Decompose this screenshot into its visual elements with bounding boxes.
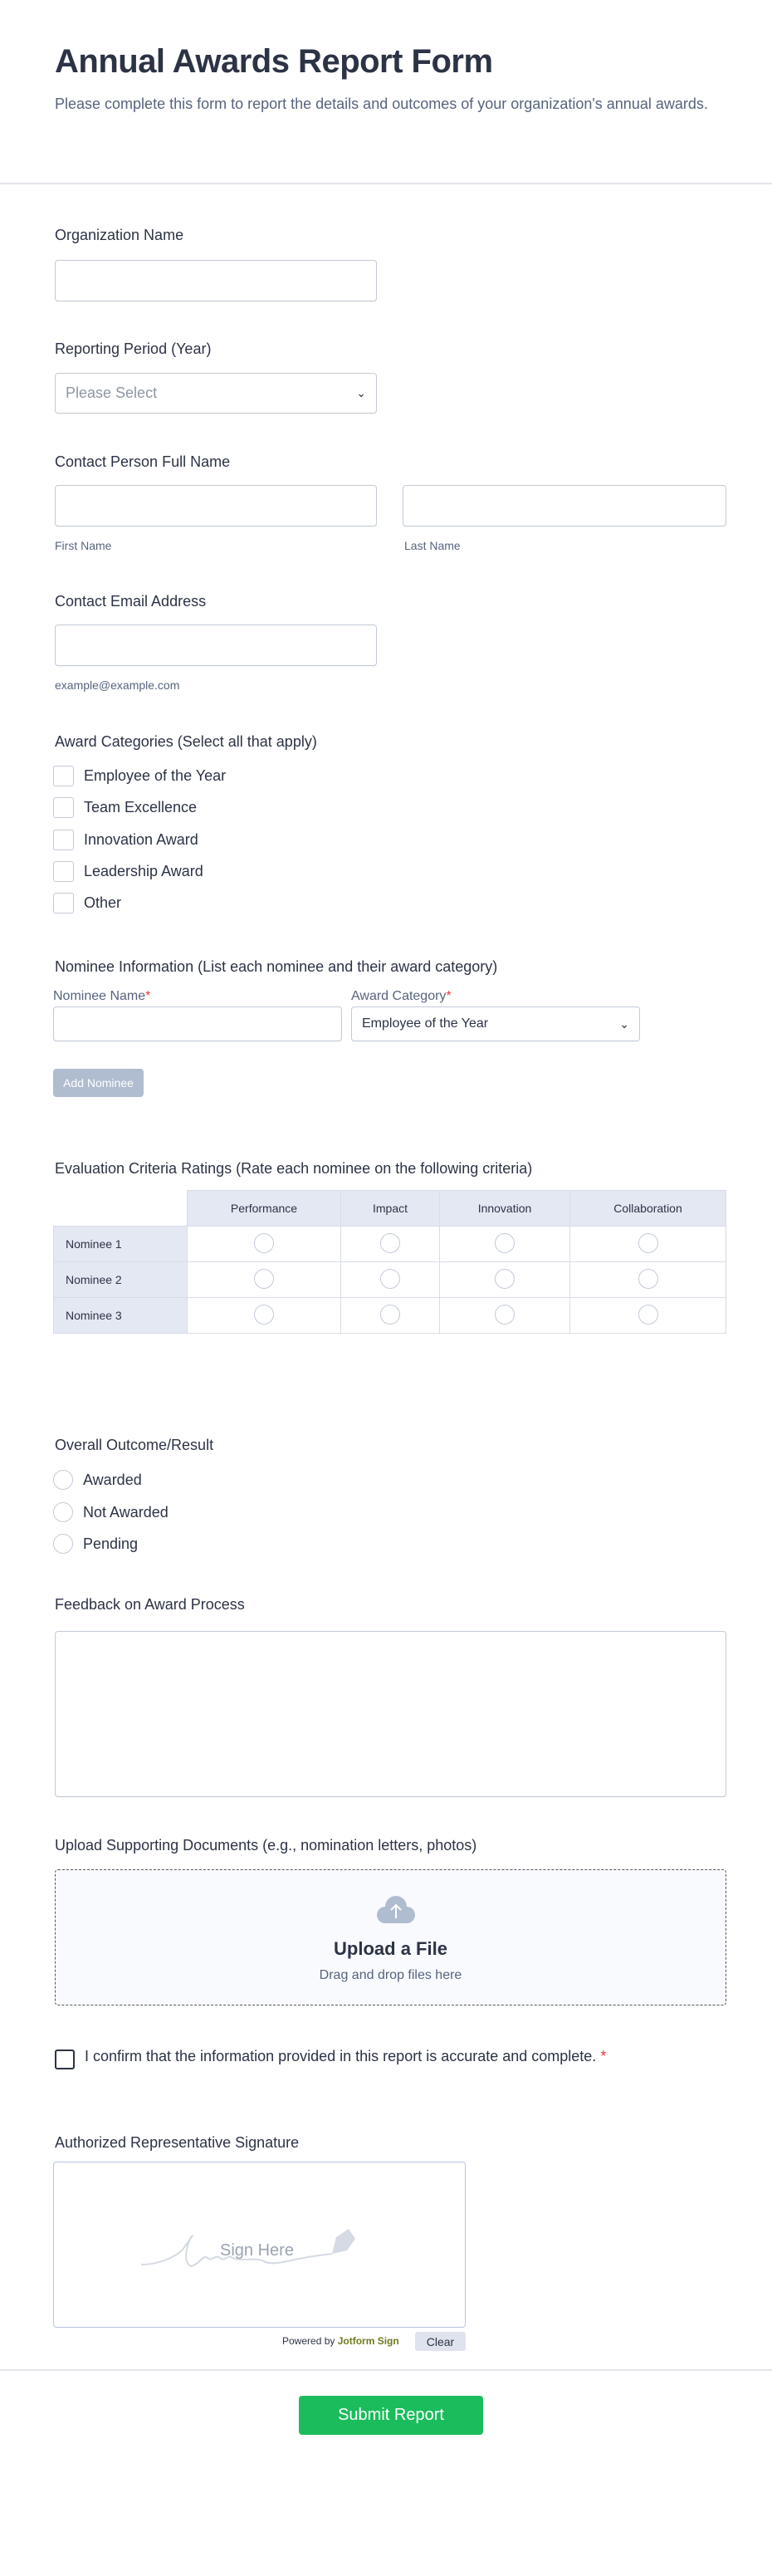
award-category-text: Award Category xyxy=(351,989,447,1003)
first-name-sublabel: First Name xyxy=(55,539,112,552)
radio[interactable] xyxy=(254,1269,274,1289)
option-label: Team Excellence xyxy=(84,799,198,815)
award-category-value: Employee of the Year xyxy=(362,1016,489,1031)
row-label: Nominee 2 xyxy=(54,1262,188,1298)
option-label: Employee of the Year xyxy=(84,767,227,784)
option-label: Not Awarded xyxy=(83,1503,169,1521)
period-select[interactable] xyxy=(55,373,377,414)
sign-here-placeholder: Sign Here xyxy=(220,2241,294,2260)
powered-by xyxy=(282,2335,399,2347)
column-header: Innovation xyxy=(440,1191,570,1227)
radio[interactable] xyxy=(53,1470,73,1490)
upload-hint: Drag and drop files here xyxy=(319,1968,462,1982)
powered-by-text: Powered by xyxy=(282,2335,335,2347)
option-label: Pending xyxy=(83,1535,139,1552)
feedback-label: Feedback on Award Process xyxy=(55,1596,245,1613)
outcome-option[interactable] xyxy=(53,1534,138,1554)
submit-button[interactable]: Submit Report xyxy=(299,2396,483,2435)
upload-title: Upload a File xyxy=(334,1938,447,1959)
nominee-name-input[interactable] xyxy=(53,1006,342,1041)
feedback-textarea[interactable] xyxy=(55,1631,726,1797)
clear-signature-button[interactable]: Clear xyxy=(415,2332,466,2351)
footer-divider xyxy=(0,2369,772,2371)
contact-label: Contact Person Full Name xyxy=(55,453,231,470)
last-name-input[interactable] xyxy=(403,485,726,526)
award-category-label xyxy=(351,989,452,1004)
row-label: Nominee 1 xyxy=(54,1227,188,1262)
category-option[interactable] xyxy=(53,830,198,850)
checkbox[interactable] xyxy=(53,861,74,882)
header-divider xyxy=(0,183,772,184)
category-option[interactable] xyxy=(53,861,203,882)
radio[interactable] xyxy=(638,1233,658,1253)
checkbox[interactable] xyxy=(53,766,74,786)
required-mark: * xyxy=(446,989,452,1003)
outcome-option[interactable] xyxy=(53,1470,142,1490)
award-category-select[interactable] xyxy=(351,1006,640,1041)
checkbox[interactable] xyxy=(53,893,74,913)
org-name-input[interactable] xyxy=(55,260,377,301)
radio[interactable] xyxy=(254,1305,274,1325)
signature-label: Authorized Representative Signature xyxy=(55,2134,300,2151)
radio[interactable] xyxy=(53,1502,73,1522)
ratings-matrix xyxy=(53,1190,726,1334)
required-mark: * xyxy=(145,989,151,1003)
confirm-label xyxy=(55,2047,652,2066)
checkbox[interactable] xyxy=(53,830,74,850)
radio[interactable] xyxy=(495,1233,515,1253)
nominee-name-text: Nominee Name xyxy=(53,989,146,1003)
category-option[interactable] xyxy=(53,766,226,786)
file-upload-dropzone[interactable] xyxy=(55,1869,726,2005)
add-nominee-button[interactable]: Add Nominee xyxy=(53,1069,144,1097)
radio[interactable] xyxy=(380,1233,400,1253)
nominee-label: Nominee Information (List each nominee and their award category) xyxy=(55,958,498,975)
page-title: Annual Awards Report Form xyxy=(55,43,493,80)
categories-label: Award Categories (Select all that apply) xyxy=(55,733,317,750)
upload-label: Upload Supporting Documents (e.g., nomination letters, photos) xyxy=(55,1837,477,1854)
column-header: Impact xyxy=(341,1191,440,1227)
radio[interactable] xyxy=(380,1269,400,1289)
radio[interactable] xyxy=(254,1233,274,1253)
page-subtitle: Please complete this form to report the details and outcomes of your organization's annual awards. xyxy=(55,95,708,112)
category-option[interactable] xyxy=(53,797,197,818)
email-sublabel: example@example.com xyxy=(55,678,180,692)
category-option[interactable] xyxy=(53,893,121,913)
signature-pad[interactable] xyxy=(53,2162,466,2328)
radio[interactable] xyxy=(495,1269,515,1289)
org-name-label: Organization Name xyxy=(55,227,184,243)
option-label: Innovation Award xyxy=(84,831,198,848)
table-row xyxy=(54,1227,726,1262)
matrix-corner xyxy=(54,1191,188,1227)
cloud-upload-icon xyxy=(375,1895,417,1925)
outcome-label: Overall Outcome/Result xyxy=(55,1437,214,1453)
ratings-label: Evaluation Criteria Ratings (Rate each nominee on the following criteria) xyxy=(55,1160,533,1177)
jotform-sign-link: Jotform Sign xyxy=(337,2335,399,2347)
first-name-input[interactable] xyxy=(55,485,377,526)
radio[interactable] xyxy=(380,1305,400,1325)
chevron-down-icon: ⌄ xyxy=(619,1016,629,1031)
period-label: Reporting Period (Year) xyxy=(55,340,212,357)
table-row xyxy=(54,1262,726,1298)
option-label: Awarded xyxy=(83,1471,142,1488)
period-placeholder: Please Select xyxy=(66,384,158,401)
radio[interactable] xyxy=(53,1534,73,1554)
signature-pen-icon xyxy=(141,2225,382,2275)
table-row xyxy=(54,1298,726,1334)
option-label: Other xyxy=(84,894,122,911)
checkbox[interactable] xyxy=(53,797,74,818)
required-mark: * xyxy=(600,2048,607,2064)
email-input[interactable] xyxy=(55,624,377,666)
option-label: Leadership Award xyxy=(84,863,203,879)
confirm-text: I confirm that the information provided in this report is accurate and complete. xyxy=(85,2048,597,2064)
nominee-name-label xyxy=(53,989,150,1004)
last-name-sublabel: Last Name xyxy=(404,539,461,552)
radio[interactable] xyxy=(638,1269,658,1289)
email-label: Contact Email Address xyxy=(55,593,207,610)
radio[interactable] xyxy=(638,1305,658,1325)
column-header: Performance xyxy=(188,1191,341,1227)
outcome-option[interactable] xyxy=(53,1502,169,1522)
chevron-down-icon: ⌄ xyxy=(356,386,366,399)
row-label: Nominee 3 xyxy=(54,1298,188,1334)
column-header: Collaboration xyxy=(570,1191,726,1227)
radio[interactable] xyxy=(495,1305,515,1325)
